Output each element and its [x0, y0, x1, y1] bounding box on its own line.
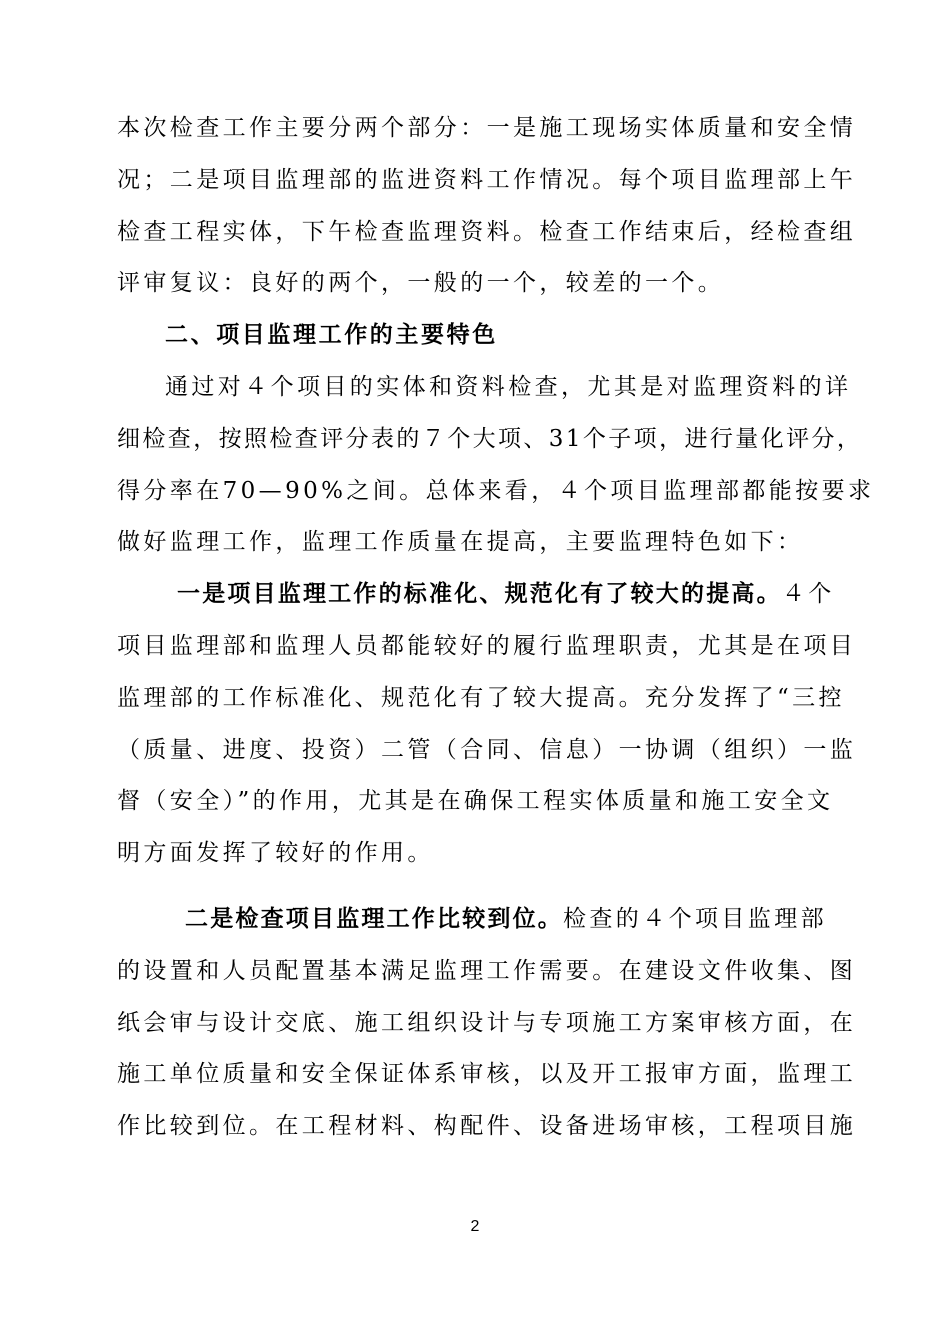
- section-heading: 二、项目监理工作的主要特色: [165, 322, 498, 349]
- paragraph-standardization: [117, 569, 857, 880]
- lead-tail-text: 检查的４个项目监理部: [563, 905, 827, 932]
- text-line: 的设置和人员配置基本满足监理工作需要。在建设文件收集、图: [117, 957, 857, 984]
- text-line: 细检查，按照检查评分表的７个大项、31个子项，进行量化评分，: [117, 425, 863, 452]
- text-line: 本次检查工作主要分两个部分：一是施工现场实体质量和安全情: [117, 115, 857, 141]
- text-line: 项目监理部和监理人员都能较好的履行监理职责，尤其是在项目: [117, 632, 857, 659]
- text-line: 明方面发挥了较好的作用。: [117, 840, 434, 867]
- text-line: 纸会审与设计交底、施工组织设计与专项施工方案审核方面，在: [117, 1009, 857, 1036]
- paragraph-gap: [117, 880, 837, 894]
- text-line: 评审复议：良好的两个，一般的一个，较差的一个。: [117, 270, 725, 297]
- text-line: 况；二是项目监理部的监进资料工作情况。每个项目监理部上午: [117, 166, 857, 193]
- lead-tail-text: ４个: [781, 581, 835, 608]
- text-line: 作比较到位。在工程材料、构配件、设备进场审核，工程项目施: [117, 1113, 857, 1140]
- document-page: [117, 103, 875, 1153]
- text-line: 监理部的工作标准化、规范化有了较大提高。充分发挥了“三控: [117, 684, 845, 711]
- bold-lead-sentence: 一是项目监理工作的标准化、规范化有了较大的提高。: [177, 581, 782, 608]
- text-line: 检查工程实体，下午检查监理资料。检查工作结束后，经检查组: [117, 218, 857, 245]
- text-line: 施工单位质量和安全保证体系审核，以及开工报审方面，监理工: [117, 1061, 857, 1088]
- paragraph-work-in-place: [117, 894, 857, 1153]
- text-line: 督（安全）”的作用，尤其是在确保工程实体质量和施工安全文: [117, 788, 834, 815]
- text-line: 做好监理工作，监理工作质量在提高，主要监理特色如下：: [117, 529, 804, 556]
- text-line: 得分率在70—90%之间。总体来看，４个项目监理部都能按要求: [117, 477, 875, 504]
- text-line: （质量、进度、投资）二管（合同、信息）一协调（组织）一监: [117, 736, 857, 763]
- bold-lead-sentence: 二是检查项目监理工作比较到位。: [185, 905, 563, 932]
- page-number: 2: [470, 1218, 480, 1235]
- paragraph-inspection-scope: [117, 103, 857, 310]
- paragraph-main-features: [117, 362, 875, 569]
- text-line: 通过对４个项目的实体和资料检查，尤其是对监理资料的详: [165, 373, 852, 400]
- text-line: [117, 569, 837, 621]
- text-line: [117, 894, 837, 946]
